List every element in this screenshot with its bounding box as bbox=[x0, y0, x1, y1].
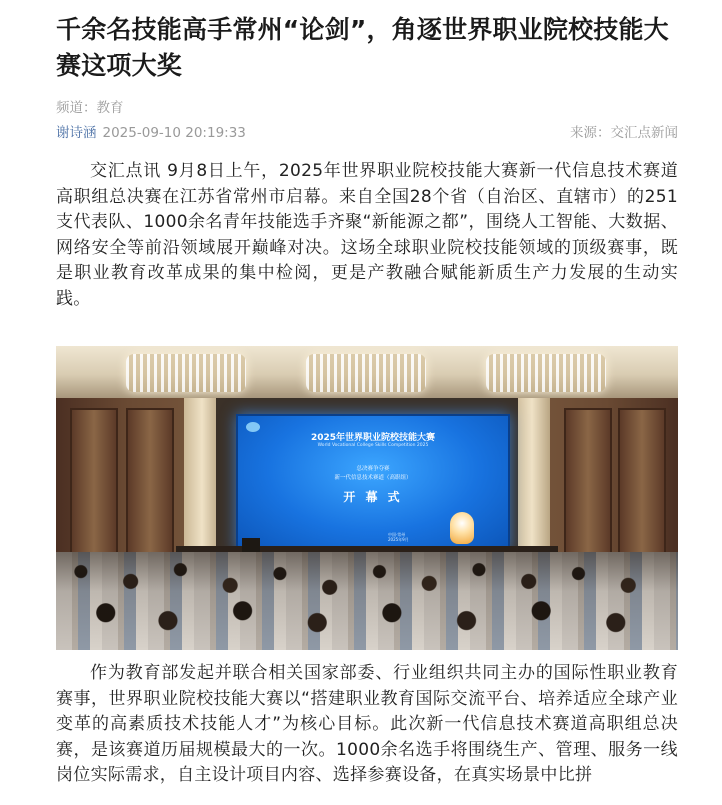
photo-chandelier bbox=[126, 354, 246, 392]
photo-wall-panel bbox=[70, 408, 118, 562]
photo-audience-shade bbox=[56, 552, 678, 650]
screen-event-line: 总决赛争夺赛 bbox=[356, 466, 390, 472]
byline bbox=[56, 121, 678, 141]
screen-footer bbox=[388, 532, 409, 542]
screen-track-line: 新一代信息技术赛道（高职组） bbox=[334, 475, 412, 481]
screen-subtitle: World Vocational College Skills Competition 2025 bbox=[317, 443, 429, 448]
photo-wall-panel bbox=[618, 408, 666, 562]
screen-title: 2025年世界职业院校技能大赛 bbox=[310, 433, 436, 443]
channel-label: 频道：教育 bbox=[56, 100, 124, 116]
author-link[interactable]: 谢诗涵 bbox=[56, 125, 97, 141]
photo-chandelier bbox=[486, 354, 606, 392]
article-title: 千余名技能高手常州“论剑”，角逐世界职业院校技能大赛这项大奖 bbox=[56, 15, 669, 80]
article-paragraph: 作为教育部发起并联合相关国家部委、行业组织共同主办的国际性职业教育赛事，世界职业院校技能大赛以“搭建职业教育国际交流平台、培养适应全球产业变革的高素质技术技能人才”为核心目标。此次新一代信息技术赛道高职组总决赛，是该赛道历届规模最大的一次。1000余名选手将围绕生产、管理、服务一线岗位实际需求，自主设计项目内容、选择参赛设备，在真实场景中比拼 bbox=[56, 663, 678, 785]
screen-footer-date: 2025年9月 bbox=[388, 537, 409, 542]
source-label: 来源：交汇点新闻 bbox=[570, 125, 678, 141]
article-paragraph: 交汇点讯 9月8日上午，2025年世界职业院校技能大赛新一代信息技术赛道高职组总决赛在江苏省常州市启幕。来自全国28个省（自治区、直辖市）的251支代表队、1000余名青年技能选手齐聚“新能源之都”，围绕人工智能、大数据、网络安全等前沿领域展开巅峰对决。这场全球职业院校技能领域的顶级赛事，既是职业教育改革成果的集中检阅，更是产教融合赋能新质生产力发展的生动实践。 bbox=[56, 161, 678, 309]
article-photo bbox=[56, 346, 678, 650]
photo-wall-panel bbox=[126, 408, 174, 562]
publish-datetime: 2025-09-10 20:19:33 bbox=[102, 125, 246, 141]
screen-opening-ceremony: 开 幕 式 bbox=[343, 490, 403, 504]
stage-screen bbox=[236, 414, 510, 552]
photo-wall-panel bbox=[564, 408, 612, 562]
screen-footer-place: 中国·常州 bbox=[388, 532, 406, 537]
mascot-icon bbox=[450, 512, 474, 544]
photo-chandelier bbox=[306, 354, 426, 392]
